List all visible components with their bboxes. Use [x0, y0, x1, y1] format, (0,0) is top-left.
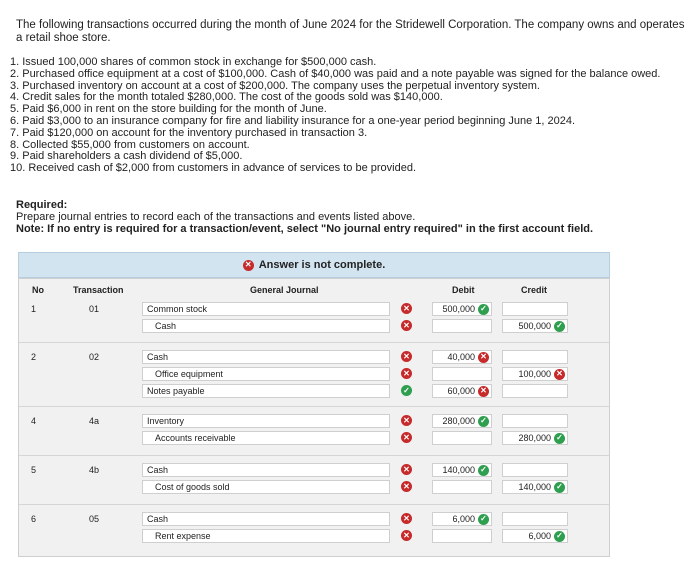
entry-number: 5 — [31, 465, 37, 475]
account-name: Accounts receivable — [155, 433, 236, 443]
group-separator — [19, 504, 609, 505]
account-field[interactable] — [142, 529, 390, 543]
debit-field[interactable] — [432, 431, 492, 445]
transaction-id: 4b — [89, 465, 100, 475]
transaction-item: 5. Paid $6,000 in rent on the store building for the month of June. — [10, 103, 327, 116]
transaction-item: 10. Received cash of $2,000 from customers in advance of services to be provided. — [10, 162, 416, 175]
account-name: Cash — [147, 514, 169, 524]
x-circle-icon: ✕ — [401, 513, 412, 524]
transaction-id: 4a — [89, 416, 100, 426]
x-circle-icon: ✕ — [401, 303, 412, 314]
required-heading: Required: — [16, 199, 68, 211]
credit-field[interactable] — [502, 384, 568, 398]
entry-number: 2 — [31, 352, 37, 362]
account-name: Rent expense — [155, 531, 211, 541]
account-field[interactable] — [142, 302, 390, 316]
x-circle-icon: ✕ — [401, 464, 412, 475]
account-field[interactable] — [142, 414, 390, 428]
note-text: Note: If no entry is required for a transaction/event, select "No journal entry required" in the first account field. — [16, 223, 594, 235]
debit-field[interactable] — [432, 384, 492, 398]
account-field[interactable] — [142, 384, 390, 398]
transaction-id: 02 — [89, 352, 100, 362]
x-circle-icon: ✕ — [554, 369, 565, 380]
credit-amount: 280,000 — [518, 433, 551, 443]
group-separator — [19, 406, 609, 407]
check-circle-icon: ✓ — [478, 514, 489, 525]
credit-field[interactable] — [502, 302, 568, 316]
x-circle-icon: ✕ — [401, 351, 412, 362]
intro-text: The following transactions occurred during the month of June 2024 for the Stridewell Corporation. The company owns and operates a retail shoe store. — [16, 19, 685, 44]
debit-field[interactable] — [432, 463, 492, 477]
x-circle-icon: ✕ — [401, 432, 412, 443]
transaction-item: 4. Credit sales for the month totaled $280,000. The cost of the goods sold was $140,000. — [10, 91, 443, 104]
credit-field[interactable] — [502, 431, 568, 445]
check-circle-icon: ✓ — [478, 416, 489, 427]
entry-number: 4 — [31, 416, 37, 426]
credit-field[interactable] — [502, 319, 568, 333]
account-name: Cash — [147, 352, 169, 362]
check-circle-icon: ✓ — [554, 531, 565, 542]
transaction-id: 01 — [89, 304, 100, 314]
x-circle-icon: ✕ — [478, 352, 489, 363]
credit-field[interactable] — [502, 350, 568, 364]
account-name: Common stock — [147, 304, 208, 314]
header-credit: Credit — [521, 285, 548, 295]
account-field[interactable] — [142, 463, 390, 477]
debit-field[interactable] — [432, 512, 492, 526]
header-debit: Debit — [452, 285, 475, 295]
check-circle-icon: ✓ — [554, 321, 565, 332]
transaction-item: 3. Purchased inventory on account at a cost of $200,000. The company uses the perpetual inventory system. — [10, 79, 540, 92]
x-circle-icon: ✕ — [401, 530, 412, 541]
banner-text: Answer is not complete. — [258, 259, 386, 271]
account-name: Cash — [147, 465, 169, 475]
account-field[interactable] — [142, 480, 390, 494]
debit-field[interactable] — [432, 302, 492, 316]
transaction-item: 8. Collected $55,000 from customers on account. — [10, 138, 250, 151]
transaction-item: 9. Paid shareholders a cash dividend of $5,000. — [10, 150, 243, 163]
transaction-item: 1. Issued 100,000 shares of common stock in exchange for $500,000 cash. — [10, 56, 377, 68]
debit-field[interactable] — [432, 529, 492, 543]
account-field[interactable] — [142, 350, 390, 364]
required-note — [16, 223, 593, 235]
entry-number: 1 — [31, 304, 37, 314]
x-circle-icon: ✕ — [478, 386, 489, 397]
debit-field[interactable] — [432, 319, 492, 333]
transaction-item: 7. Paid $120,000 on account for the inventory purchased in transaction 3. — [10, 126, 368, 139]
header-no: No — [32, 285, 44, 295]
transaction-id: 05 — [89, 514, 100, 524]
account-field[interactable] — [142, 512, 390, 526]
credit-field[interactable] — [502, 463, 568, 477]
account-field[interactable] — [142, 319, 390, 333]
x-circle-icon: ✕ — [401, 481, 412, 492]
credit-amount: 140,000 — [518, 482, 551, 492]
debit-amount: 60,000 — [447, 386, 475, 396]
account-name: Cash — [155, 321, 177, 331]
check-circle-icon: ✓ — [401, 385, 412, 396]
debit-field[interactable] — [432, 350, 492, 364]
account-name: Cost of goods sold — [155, 482, 230, 492]
check-circle-icon: ✓ — [554, 482, 565, 493]
check-circle-icon: ✓ — [554, 433, 565, 444]
debit-amount: 40,000 — [447, 352, 475, 362]
journal-table — [18, 278, 610, 557]
x-circle-icon: ✕ — [401, 320, 412, 331]
debit-amount: 280,000 — [442, 416, 475, 426]
transaction-item: 6. Paid $3,000 to an insurance company for fire and liability insurance for a one-year period beginning June 1, 2024. — [10, 114, 576, 127]
group-separator — [19, 455, 609, 456]
x-circle-icon: ✕ — [401, 415, 412, 426]
account-name: Office equipment — [155, 369, 223, 379]
credit-field[interactable] — [502, 512, 568, 526]
account-name: Notes payable — [147, 386, 205, 396]
debit-field[interactable] — [432, 414, 492, 428]
credit-field[interactable] — [502, 367, 568, 381]
credit-field[interactable] — [502, 480, 568, 494]
transaction-item: 2. Purchased office equipment at a cost of $100,000. Cash of $40,000 was paid and a note payable was signed for the balance owed. — [10, 67, 661, 80]
credit-amount: 6,000 — [528, 531, 551, 541]
debit-amount: 140,000 — [442, 465, 475, 475]
debit-field[interactable] — [432, 480, 492, 494]
debit-field[interactable] — [432, 367, 492, 381]
account-field[interactable] — [142, 431, 390, 445]
answer-status-banner — [18, 252, 610, 278]
debit-amount: 500,000 — [442, 304, 475, 314]
required-text: Prepare journal entries to record each of the transactions and events listed above. — [16, 211, 416, 223]
x-circle-icon: ✕ — [243, 260, 254, 271]
group-separator — [19, 342, 609, 343]
transaction-list — [10, 57, 660, 175]
entry-number: 6 — [31, 514, 37, 524]
credit-field[interactable] — [502, 414, 568, 428]
header-general-journal: General Journal — [250, 285, 319, 295]
check-circle-icon: ✓ — [478, 304, 489, 315]
account-name: Inventory — [147, 416, 185, 426]
debit-amount: 6,000 — [452, 514, 475, 524]
credit-field[interactable] — [502, 529, 568, 543]
credit-amount: 100,000 — [518, 369, 551, 379]
credit-amount: 500,000 — [518, 321, 551, 331]
header-transaction: Transaction — [73, 285, 124, 295]
check-circle-icon: ✓ — [478, 465, 489, 476]
x-circle-icon: ✕ — [401, 368, 412, 379]
account-field[interactable] — [142, 367, 390, 381]
